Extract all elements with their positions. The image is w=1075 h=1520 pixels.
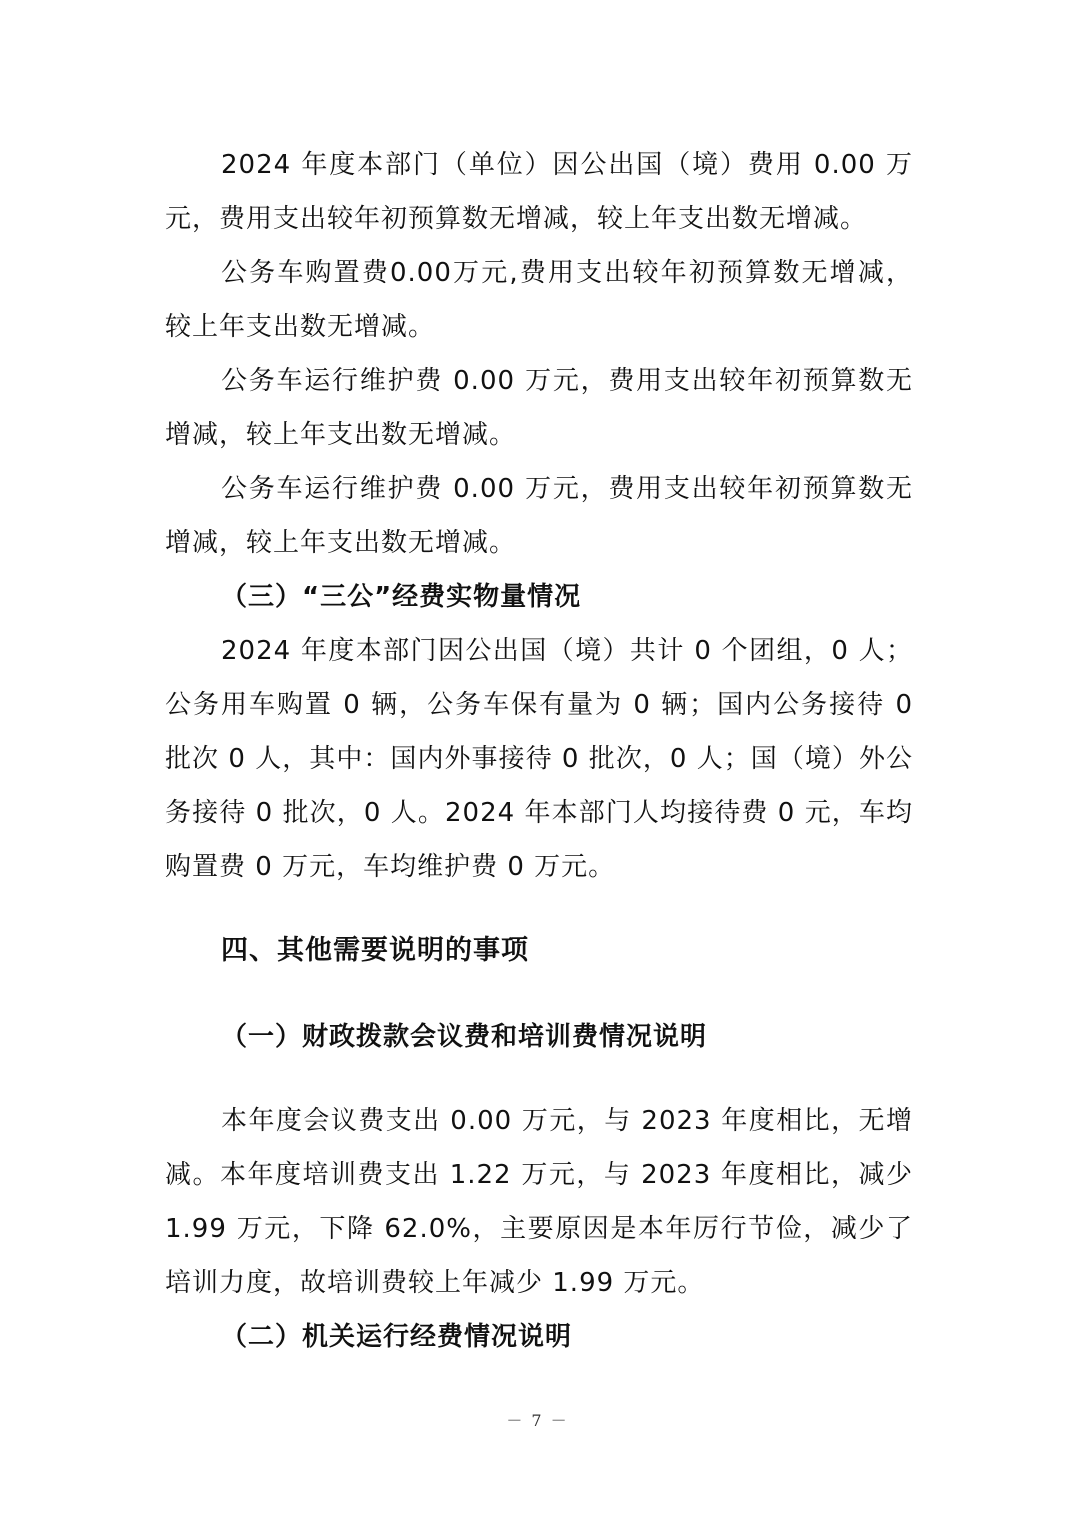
section-heading-agency-operation: （二）机关运行经费情况说明 <box>221 1322 573 1352</box>
paragraph-meeting-training: 本年度会议费支出 0.00 万元，与 2023 年度相比，无增减。本年度培训费支出 1.22 万元，与 2023 年度相比，减少 1.99 万元，下降 62.0%，主要原因是本年厉行节俭，减少了培训力度，故培训费较上年减少 1.99 万元。 <box>165 1106 913 1298</box>
section-heading-physical-quantity: （三）“三公”经费实物量情况 <box>221 582 582 612</box>
section-heading-meeting-training: （一）财政拨款会议费和培训费情况说明 <box>221 1022 708 1052</box>
paragraph-physical-quantity: 2024 年度本部门因公出国（境）共计 0 个团组，0 人；公务用车购置 0 辆，公务车保有量为 0 辆；国内公务接待 0 批次 0 人，其中：国内外事接待 0 批次，0 人；国（境）外公务接待 0 批次，0 人。2024 年本部门人均接待费 0 元，车均购置费 0 万元，车均维护费 0 万元。 <box>165 636 913 882</box>
paragraph-overseas-expense: 2024 年度本部门（单位）因公出国（境）费用 0.00 万元，费用支出较年初预算数无增减，较上年支出数无增减。 <box>165 150 913 234</box>
paragraph-vehicle-purchase: 公务车购置费0.00万元,费用支出较年初预算数无增减，较上年支出数无增减。 <box>165 258 913 342</box>
paragraph-vehicle-maintenance-repeat: 公务车运行维护费 0.00 万元，费用支出较年初预算数无增减，较上年支出数无增减。 <box>165 474 913 558</box>
section-heading-other-matters: 四、其他需要说明的事项 <box>221 935 529 966</box>
paragraph-vehicle-maintenance: 公务车运行维护费 0.00 万元，费用支出较年初预算数无增减，较上年支出数无增减。 <box>165 366 913 450</box>
document-body <box>165 138 913 1364</box>
page-number: － 7 － <box>506 1411 569 1430</box>
